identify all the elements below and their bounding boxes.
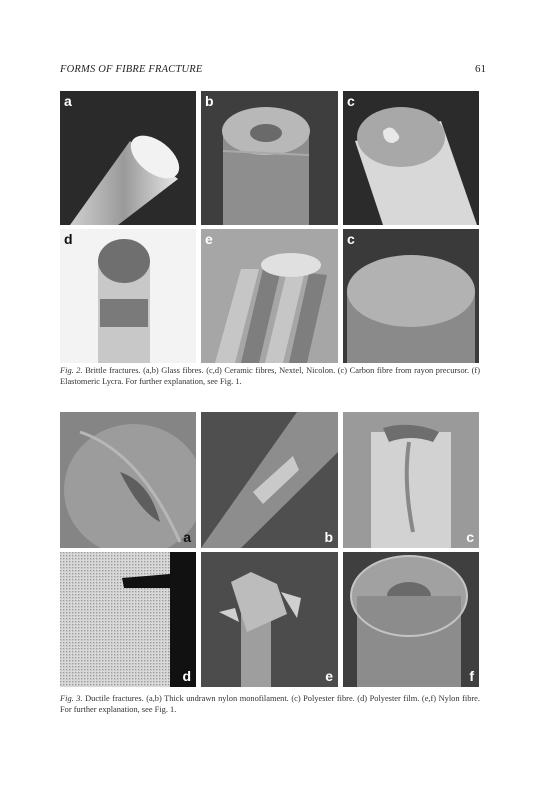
fig2-panel-e-label: e [205,231,213,247]
fig2-panel-c-top-label: c [347,93,355,109]
fig2-panel-d [60,229,196,363]
fig3-panel-c [343,412,479,548]
fig3-panel-d-label: d [182,668,191,684]
fig3-panel-a-label: a [183,529,191,545]
fig3-panel-f [343,552,479,687]
fig3-panel-e-label: e [325,668,333,684]
fig2-panel-a [60,91,196,225]
figure-3-caption-ref: Fig. 3. [60,694,83,703]
figure-2-caption-ref: Fig. 2. [60,366,83,375]
fig3-panel-f-label: f [469,668,474,684]
figure-2 [60,91,479,363]
fig3-panel-c-label: c [466,529,474,545]
fig2-panel-b-label: b [205,93,214,109]
fig2-panel-c-bottom-label: c [347,231,355,247]
fig2-panel-c-bottom [343,229,479,363]
page-number: 61 [475,63,486,75]
figure-2-caption [60,366,480,387]
figure-3-caption [60,694,480,715]
figure-3-caption-text: Ductile fractures. (a,b) Thick undrawn nylon monofilament. (c) Polyester fibre. (d) Polyester film. (e,f) Nylon fibre. For further explanation, see Fig. 1. [60,694,480,714]
fig3-panel-b-label: b [324,529,333,545]
fig2-panel-c-top [343,91,479,225]
fig3-panel-b [201,412,338,548]
fig2-panel-e [201,229,338,363]
fig3-panel-a [60,412,196,548]
figure-2-caption-text: Brittle fractures. (a,b) Glass fibres. (c,d) Ceramic fibres, Nextel, Nicolon. (c) Carbon fibre from rayon precursor. (f) Elastomeric Lycra. For further explanation, see Fig. 1. [60,366,480,386]
fig2-panel-a-label: a [64,93,72,109]
fig2-panel-b [201,91,338,225]
fig3-panel-e [201,552,338,687]
running-head: FORMS OF FIBRE FRACTURE [60,64,203,75]
fig3-panel-d [60,552,196,687]
fig2-panel-d-label: d [64,231,73,247]
figure-3 [60,412,479,687]
